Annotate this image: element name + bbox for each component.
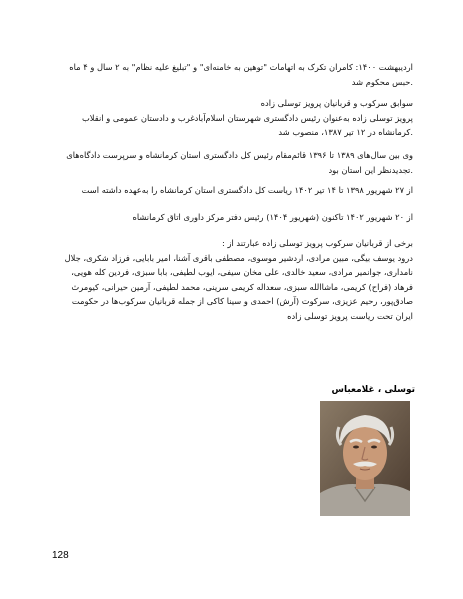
- paragraph-deputy-role: وی بین سال‌های ۱۳۸۹ تا ۱۳۹۶ قائم‌مقام رئیس کل دادگستری استان کرمانشاه و سرپرست دادگاه‌های .تجدیدنظر این استان بود: [66, 150, 413, 175]
- person-name-heading: توسلی ، غلامعباس: [331, 385, 415, 395]
- paragraph-arrest-note: اردیبهشت ۱۴۰۰: کامران تکرک به اتهامات "توهین به خامنه‌ای" و "تبلیغ علیه نظام" به ۲ سال و ۴ ماه .حبس محکوم شد: [69, 62, 413, 87]
- paragraph-current-role: از ۲۰ شهریور ۱۴۰۲ تاکنون (شهریور ۱۴۰۴) رئیس دفتر مرکز داوری اتاق کرمانشاه: [132, 212, 413, 222]
- paragraph-chief-justice: از ۲۷ شهریور ۱۳۹۸ تا ۱۴ تیر ۱۴۰۲ ریاست کل دادگستری استان کرمانشاه را به‌عهده داشته است: [81, 185, 413, 195]
- paragraph-victims-list: برخی از قربانیان سرکوب پرویز توسلی زاده عبارتند از : درود یوسف بیگی، مبین مرادی، اردشیر موسوی، مصطفی باقری آشنا، امیر بابایی، فرزاد شکری، جلال نامداری، جوانمیر مرادی، سعید خالدی، علی مخان سیفی، ایوب لطیفی، بابا سبزی، فردین کله هویی، فرهاد (فراح) کریمی، ماشاالله سبزی، سعداله کریمی سرینی، محمد لطیفی، آرمین حیرانی، کیومرث صادق‌پور، رحیم عزیزی، سرکوت (آرش) احمدی و سینا کاکی از جمله قربانیان سرکوب‌ها در حکومت ایران تحت ریاست پرویز توسلی زاده: [64, 238, 413, 321]
- paragraph-background: سوابق سرکوب و قربانیان پرویز توسلی زاده پرویز توسلی زاده به‌عنوان رئیس دادگستری شهرستان اسلام‌آبادغرب و دادستان عمومی و انقلاب .کرمانشاه در ۱۲ تیر ۱۳۸۷، منصوب شد: [82, 98, 413, 137]
- page-number: 128: [52, 550, 69, 561]
- portrait-photo: [320, 401, 410, 516]
